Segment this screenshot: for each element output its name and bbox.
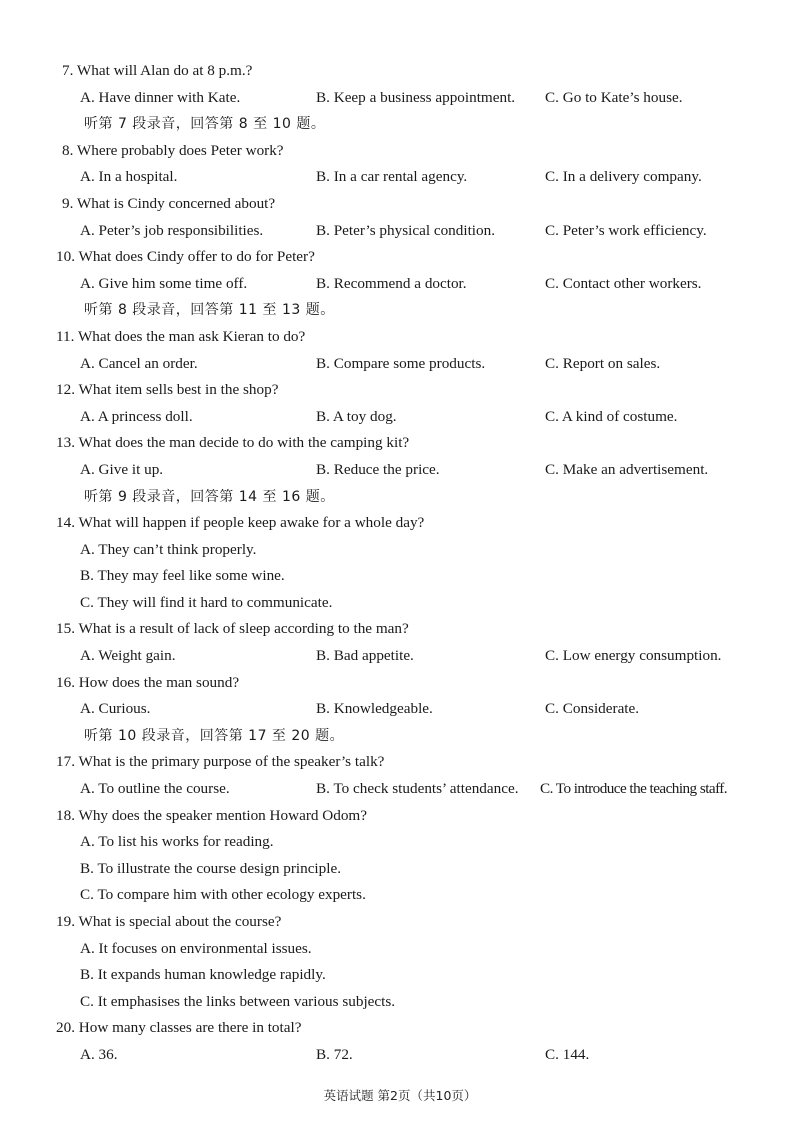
question-13-options — [0, 457, 800, 484]
section-instruction-8: 听第 8 段录音，回答第 11 至 13 题。 — [84, 302, 335, 319]
option-c: C. Go to Kate’s house. — [545, 88, 683, 106]
option-a: A. Cancel an order. — [80, 354, 198, 372]
option-a: A. 36. — [80, 1045, 118, 1063]
option-a: A. Have dinner with Kate. — [80, 88, 241, 106]
section-instruction-9: 听第 9 段录音，回答第 14 至 16 题。 — [84, 488, 335, 505]
page-footer: 英语试题 第2页（共10页） — [323, 1088, 477, 1103]
question-8: 8. Where probably does Peter work? — [62, 141, 284, 159]
option-b: B. Recommend a doctor. — [316, 274, 467, 292]
question-18-option-c: C. To compare him with other ecology experts. — [80, 886, 366, 904]
option-a: A. To outline the course. — [80, 780, 230, 798]
question-12: 12. What item sells best in the shop? — [56, 381, 279, 399]
option-a: A. Peter’s job responsibilities. — [80, 221, 264, 239]
option-b: B. To check students’ attendance. — [316, 780, 519, 798]
option-b: B. A toy dog. — [316, 407, 397, 425]
option-a: A. Weight gain. — [80, 647, 176, 665]
question-10: 10. What does Cindy offer to do for Peter? — [56, 248, 315, 266]
option-b: B. Peter’s physical condition. — [316, 221, 495, 239]
question-13: 13. What does the man decide to do with the camping kit? — [56, 434, 410, 452]
question-20: 20. How many classes are there in total? — [56, 1019, 302, 1037]
question-19-option-a: A. It focuses on environmental issues. — [80, 939, 312, 957]
option-c: C. To introduce the teaching staff. — [540, 780, 728, 798]
question-14-option-c: C. They will find it hard to communicate. — [80, 593, 333, 611]
question-15: 15. What is a result of lack of sleep according to the man? — [56, 620, 409, 638]
option-b: B. Keep a business appointment. — [316, 88, 516, 106]
option-b: B. 72. — [316, 1045, 353, 1063]
option-a: A. Curious. — [80, 700, 151, 718]
option-b: B. Knowledgeable. — [316, 700, 433, 718]
question-list — [0, 58, 800, 1069]
question-7-options — [0, 85, 800, 112]
question-15-options — [0, 643, 800, 670]
question-14-option-a: A. They can’t think properly. — [80, 540, 257, 558]
question-11: 11. What does the man ask Kieran to do? — [56, 327, 306, 345]
section-instruction-7: 听第 7 段录音，回答第 8 至 10 题。 — [84, 116, 326, 133]
option-b: B. Compare some products. — [316, 354, 486, 372]
option-b: B. Reduce the price. — [316, 460, 440, 478]
question-12-options — [0, 404, 800, 431]
question-18-option-b: B. To illustrate the course design principle. — [80, 859, 342, 877]
question-11-options — [0, 351, 800, 378]
question-18-option-a: A. To list his works for reading. — [80, 833, 274, 851]
question-19-option-c: C. It emphasises the links between various subjects. — [80, 992, 396, 1010]
question-14-option-b: B. They may feel like some wine. — [80, 567, 285, 585]
option-a: A. In a hospital. — [80, 168, 178, 186]
option-c: C. Report on sales. — [545, 354, 661, 372]
option-c: C. In a delivery company. — [545, 168, 702, 186]
question-17: 17. What is the primary purpose of the speaker’s talk? — [56, 753, 385, 771]
option-c: C. Contact other workers. — [545, 274, 702, 292]
option-b: B. In a car rental agency. — [316, 168, 468, 186]
question-19: 19. What is special about the course? — [56, 913, 282, 930]
option-a: A. A princess doll. — [80, 407, 193, 425]
question-16: 16. How does the man sound? — [56, 673, 240, 691]
option-b: B. Bad appetite. — [316, 647, 414, 665]
option-c: C. A kind of costume. — [545, 407, 678, 425]
option-c: C. 144. — [545, 1045, 590, 1063]
question-14: 14. What will happen if people keep awake for a whole day? — [56, 514, 425, 532]
question-16-options — [0, 696, 800, 723]
question-9: 9. What is Cindy concerned about? — [62, 194, 276, 212]
question-8-options — [0, 164, 800, 191]
option-c: C. Make an advertisement. — [545, 460, 709, 478]
question-10-options — [0, 271, 800, 298]
option-c: C. Peter’s work efficiency. — [545, 221, 707, 239]
question-18: 18. Why does the speaker mention Howard Odom? — [56, 806, 367, 824]
option-a: A. Give him some time off. — [80, 274, 248, 292]
option-c: C. Low energy consumption. — [545, 647, 722, 665]
question-20-options — [0, 1042, 800, 1069]
option-c: C. Considerate. — [545, 700, 640, 718]
option-a: A. Give it up. — [80, 460, 164, 478]
section-instruction-10: 听第 10 段录音，回答第 17 至 20 题。 — [84, 727, 345, 744]
question-17-options — [0, 776, 800, 803]
question-9-options — [0, 218, 800, 245]
question-7: 7. What will Alan do at 8 p.m.? — [62, 62, 253, 79]
question-19-option-b: B. It expands human knowledge rapidly. — [80, 966, 326, 984]
